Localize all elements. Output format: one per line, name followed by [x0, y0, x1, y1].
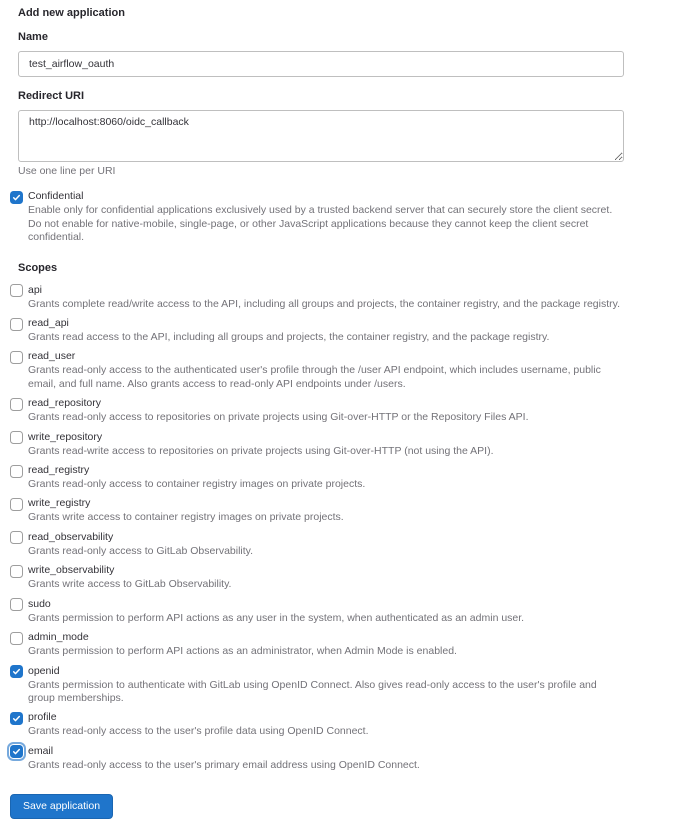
scope-label[interactable]: read_user — [28, 350, 76, 363]
scope-row-write_registry — [10, 497, 674, 524]
name-field-group — [18, 31, 674, 77]
scope-label[interactable]: profile — [28, 711, 57, 724]
scope-label[interactable]: read_api — [28, 317, 69, 330]
confidential-description: Enable only for confidential applications exclusively used by a trusted backend server that can securely store the client secret. Do not enable for native-mobile, single-page, or other JavaScript applications because they cannot keep the client secret confidential. — [28, 204, 613, 244]
scopes-heading: Scopes — [18, 261, 58, 274]
scope-checkbox[interactable] — [10, 498, 23, 511]
scope-checkbox[interactable] — [10, 565, 23, 578]
scope-checkbox[interactable] — [10, 712, 23, 725]
scope-label[interactable]: admin_mode — [28, 631, 89, 644]
scope-label[interactable]: openid — [28, 664, 60, 677]
scope-row-read_observability — [10, 531, 674, 558]
save-application-button[interactable]: Save application — [10, 794, 113, 819]
scope-description: Grants permission to perform API actions as any user in the system, when authenticated as an admin user. — [28, 611, 525, 624]
scope-checkbox[interactable] — [10, 351, 23, 364]
scope-description: Grants read-only access to container registry images on private projects. — [28, 478, 366, 491]
check-icon — [12, 714, 21, 723]
scopes-list — [18, 284, 674, 773]
scope-description: Grants read-only access to repositories on private projects using Git-over-HTTP or the Repository Files API. — [28, 411, 529, 424]
redirect-uri-label: Redirect URI — [18, 90, 85, 102]
scope-label[interactable]: api — [28, 283, 43, 296]
scope-description: Grants read-only access to the user's primary email address using OpenID Connect. — [28, 758, 420, 771]
scope-checkbox[interactable] — [10, 318, 23, 331]
scope-row-write_observability — [10, 564, 674, 591]
scope-row-write_repository — [10, 431, 674, 458]
scope-row-email — [10, 745, 674, 772]
confidential-label[interactable]: Confidential — [28, 190, 84, 203]
scope-description: Grants write access to GitLab Observability. — [28, 578, 232, 591]
confidential-checkbox[interactable] — [10, 191, 23, 204]
scope-description: Grants write access to container registry images on private projects. — [28, 511, 344, 524]
scope-description: Grants permission to perform API actions as an administrator, when Admin Mode is enabled. — [28, 645, 457, 658]
check-icon — [12, 747, 21, 756]
scope-label[interactable]: write_repository — [28, 430, 103, 443]
scope-row-sudo — [10, 598, 674, 625]
name-input[interactable] — [18, 51, 624, 77]
scope-label[interactable]: email — [28, 744, 54, 757]
scope-row-api — [10, 284, 674, 311]
scope-description: Grants read-only access to GitLab Observability. — [28, 544, 254, 557]
scope-checkbox[interactable] — [10, 465, 23, 478]
scope-checkbox[interactable] — [10, 598, 23, 611]
scope-label[interactable]: read_registry — [28, 464, 90, 477]
scope-checkbox[interactable] — [10, 284, 23, 297]
page-title: Add new application — [18, 7, 125, 19]
scope-label[interactable]: write_registry — [28, 497, 91, 510]
scope-label[interactable]: read_repository — [28, 397, 101, 410]
scope-row-admin_mode — [10, 631, 674, 658]
scope-checkbox[interactable] — [10, 632, 23, 645]
scope-description: Grants read access to the API, including all groups and projects, the container registry, and the package registry. — [28, 331, 550, 344]
scope-row-read_registry — [10, 464, 674, 491]
scope-row-read_user — [10, 350, 674, 391]
scope-description: Grants permission to authenticate with GitLab using OpenID Connect. Also gives read-only access to the user's profile and group memberships. — [28, 678, 597, 704]
scope-row-read_api — [10, 317, 674, 344]
scope-row-openid — [10, 665, 674, 706]
scope-checkbox[interactable] — [10, 665, 23, 678]
scope-description: Grants complete read/write access to the API, including all groups and projects, the container registry, and the package registry. — [28, 297, 621, 310]
scope-row-read_repository — [10, 397, 674, 424]
scope-label[interactable]: read_observability — [28, 530, 114, 543]
scope-description: Grants read-write access to repositories on private projects using Git-over-HTTP (not using the API). — [28, 444, 494, 457]
scope-checkbox[interactable] — [10, 398, 23, 411]
scope-description: Grants read-only access to the user's profile data using OpenID Connect. — [28, 725, 369, 738]
scope-label[interactable]: write_observability — [28, 564, 115, 577]
scope-description: Grants read-only access to the authenticated user's profile through the /user API endpoint, which includes username, public email, and full name. Also grants access to read-only API endpoints under /users. — [28, 364, 601, 390]
redirect-uri-input[interactable] — [18, 110, 624, 162]
name-label: Name — [18, 31, 48, 43]
scope-checkbox[interactable] — [10, 531, 23, 544]
confidential-row — [10, 190, 674, 244]
redirect-uri-help: Use one line per URI — [18, 165, 116, 177]
check-icon — [12, 193, 21, 202]
scope-label[interactable]: sudo — [28, 597, 51, 610]
redirect-uri-field-group — [18, 90, 674, 178]
check-icon — [12, 667, 21, 676]
scope-checkbox[interactable] — [10, 431, 23, 444]
scope-row-profile — [10, 711, 674, 738]
scope-checkbox[interactable] — [10, 745, 23, 758]
